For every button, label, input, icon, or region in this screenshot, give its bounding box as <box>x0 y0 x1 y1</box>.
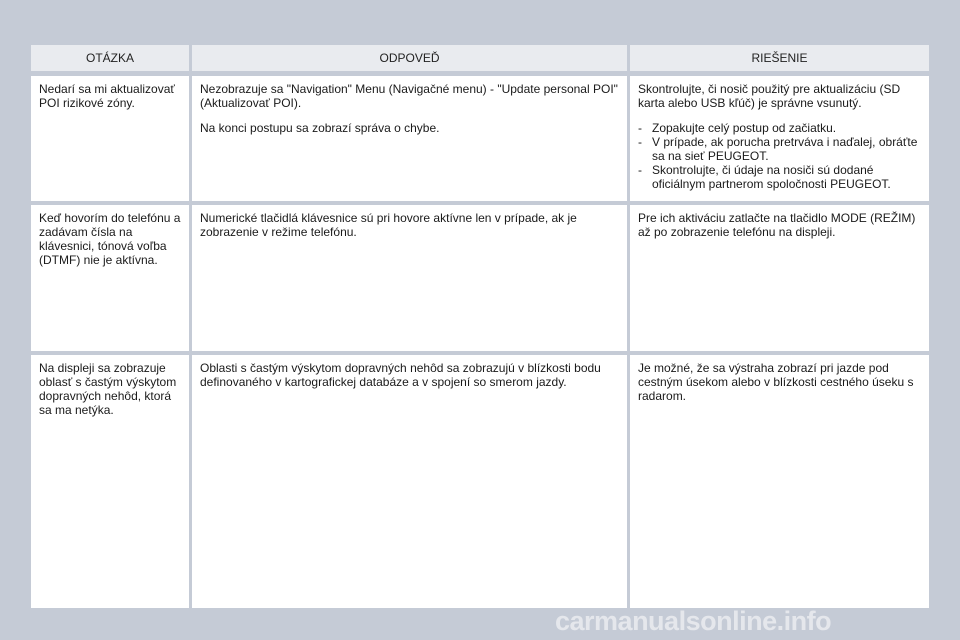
header-answer: ODPOVEĎ <box>192 45 627 71</box>
row1-solution-list <box>638 121 921 191</box>
row2-solution-text: Pre ich aktiváciu zatlačte na tlačidlo MODE (REŽIM) až po zobrazenie telefónu na displeji. <box>638 211 916 239</box>
row2-question <box>31 205 189 351</box>
row2-answer-text: Numerické tlačidlá klávesnice sú pri hovore aktívne len v prípade, ak je zobrazenie v režime telefónu. <box>200 211 577 239</box>
row3-answer-text: Oblasti s častým výskytom dopravných nehôd sa zobrazujú v blízkosti bodu definovaného v kartografickej databáze a v spojení so smerom jazdy. <box>200 361 601 389</box>
row2-answer <box>192 205 627 351</box>
row3-question-text: Na displeji sa zobrazuje oblasť s častým výskytom dopravných nehôd, ktorá sa ma netýka. <box>39 361 177 417</box>
row2-solution <box>630 205 929 351</box>
row3-answer <box>192 355 627 608</box>
header-solution: RIEŠENIE <box>630 45 929 71</box>
row3-solution <box>630 355 929 608</box>
row2-question-text: Keď hovorím do telefónu a zadávam čísla na klávesnici, tónová voľba (DTMF) nie je aktívna. <box>39 211 181 267</box>
watermark: carmanualsonline.info <box>555 606 832 636</box>
row1-solution-bullet-2: - V prípade, ak porucha pretrváva i naďalej, obráťte sa na sieť PEUGEOT. <box>638 135 921 163</box>
row3-solution-text: Je možné, že sa výstraha zobrazí pri jazde pod cestným úsekom alebo v blízkosti cestného úseku s radarom. <box>638 361 914 403</box>
row1-question <box>31 76 189 201</box>
row1-solution-intro: Skontrolujte, či nosič použitý pre aktualizáciu (SD karta alebo USB kľúč) je správne vsunutý. <box>638 82 901 110</box>
row1-solution <box>630 76 929 201</box>
header-question: OTÁZKA <box>31 45 189 71</box>
row1-solution-bullet-3: - Skontrolujte, či údaje na nosiči sú dodané oficiálnym partnerom spoločnosti PEUGEOT. <box>638 163 921 191</box>
row1-answer-paragraph-1: Nezobrazuje sa "Navigation" Menu (Navigačné menu) - "Update personal POI" (Aktualizovať POI). <box>200 82 618 110</box>
row1-question-text: Nedarí sa mi aktualizovať POI rizikové zóny. <box>39 82 175 110</box>
row1-solution-bullet-1: - Zopakujte celý postup od začiatku. <box>638 121 921 135</box>
row3-question <box>31 355 189 608</box>
row1-answer-paragraph-2: Na konci postupu sa zobrazí správa o chybe. <box>200 121 440 135</box>
row1-answer <box>192 76 627 201</box>
